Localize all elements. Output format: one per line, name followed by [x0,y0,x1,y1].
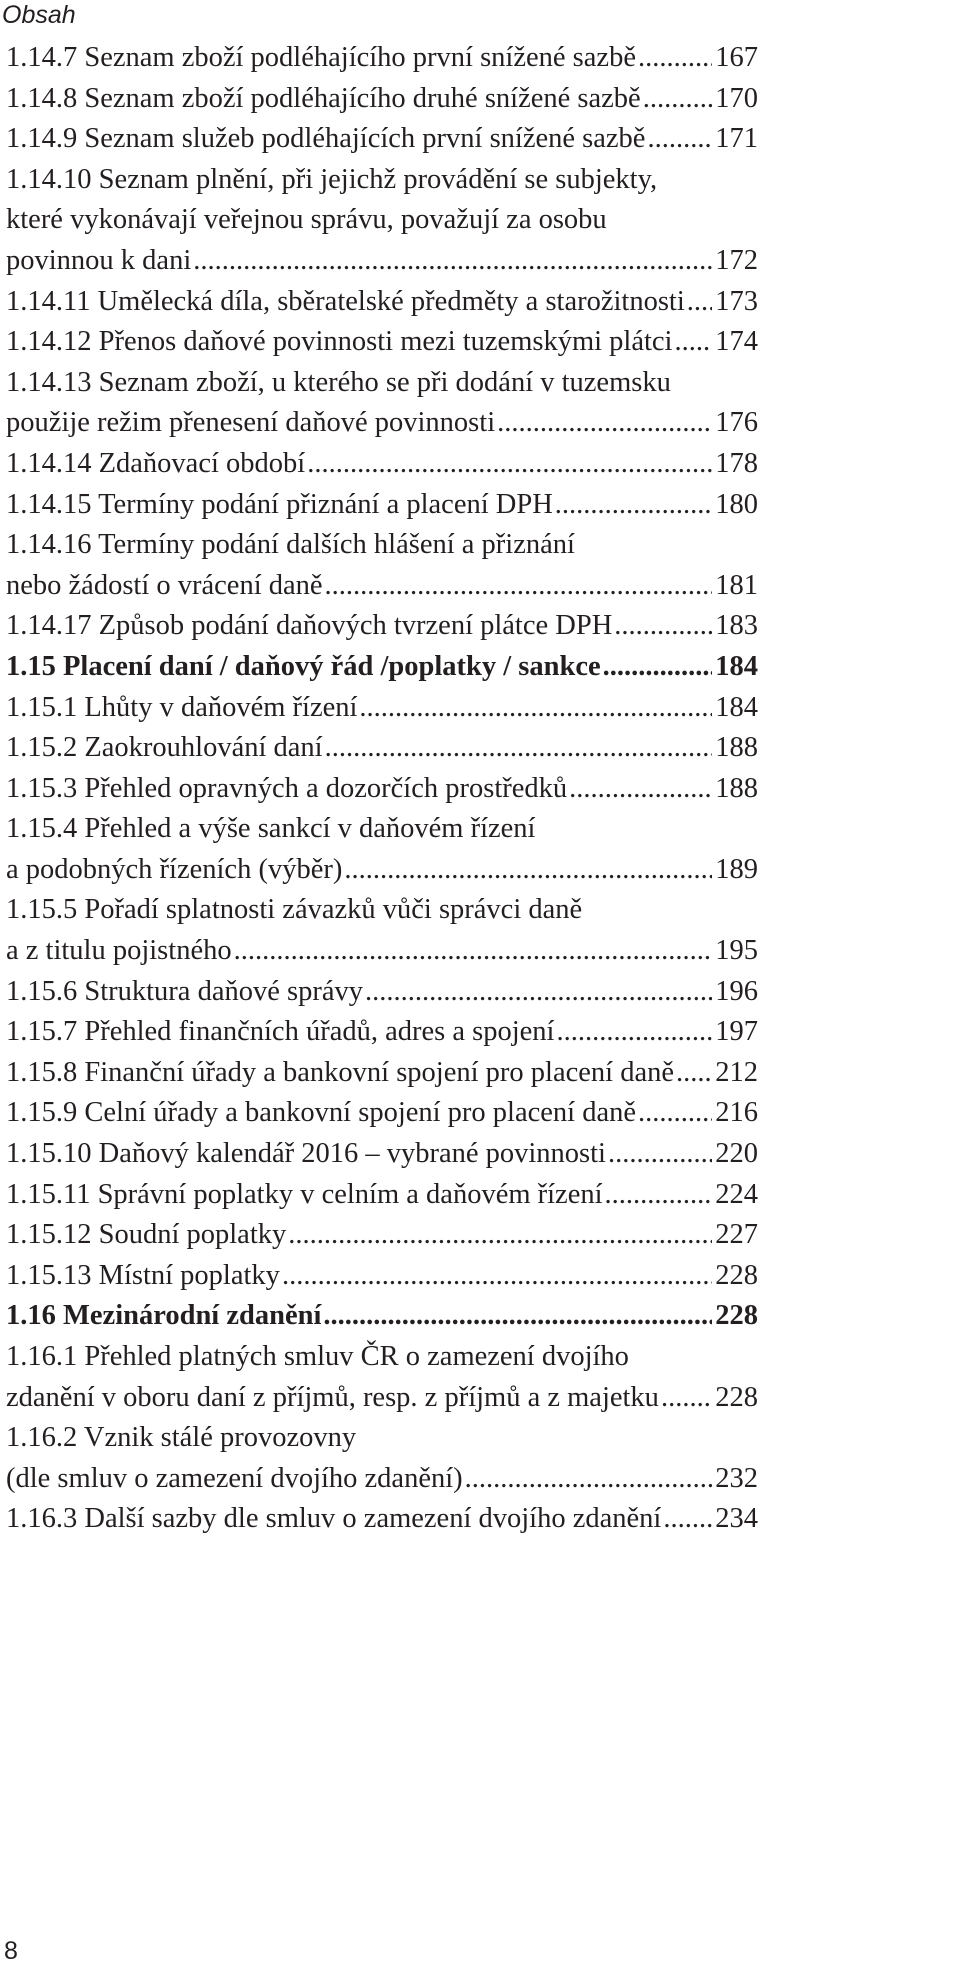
dot-leader [193,241,712,282]
dot-leader [465,1459,713,1500]
toc-entry[interactable] [6,79,758,120]
dot-leader [676,1053,712,1094]
toc-entry-title: které vykonávají veřejnou správu, považují za osobu [6,204,607,236]
toc-entry-title: 1.14.13 Seznam zboží, u kterého se při dodání v tuzemsku [6,366,671,398]
toc-entry-title: použije režim přenesení daňové povinnosti [6,407,496,439]
toc-entry-title: a podobných řízeních (výběr) [6,853,343,885]
dot-leader [288,1215,712,1256]
dot-leader [344,850,712,891]
toc-entry[interactable] [6,769,758,810]
toc-entry-title: 1.15 Placení daní / daňový řád /poplatky / sankce [6,650,601,682]
toc-entry[interactable] [6,1296,758,1337]
toc-entry[interactable] [6,647,758,688]
toc-entry-page-number: 227 [715,1219,758,1251]
dot-leader [638,38,712,79]
toc-entry-page-number: 171 [715,123,758,155]
toc-entry-title: 1.14.16 Termíny podání dalších hlášení a přiznání [6,529,575,561]
toc-entry[interactable] [6,1012,758,1053]
toc-line [6,160,758,201]
toc-entry-title: 1.15.8 Finanční úřady a bankovní spojení pro placení daně [6,1056,674,1088]
toc-line [6,1134,758,1175]
toc-line [6,769,758,810]
toc-entry-title: 1.16.3 Další sazby dle smluv o zamezení dvojího zdanění [6,1503,662,1535]
toc-entry[interactable] [6,972,758,1013]
toc-line [6,1378,758,1419]
toc-entry-title: 1.15.12 Soudní poplatky [6,1219,287,1251]
toc-entry-page-number: 228 [715,1259,758,1291]
dot-leader [643,79,713,120]
toc-entry-page-number: 234 [715,1503,758,1535]
toc-line [6,525,758,566]
dot-leader [614,606,712,647]
toc-entry-title: 1.15.9 Celní úřady a bankovní spojení pro placení daně [6,1097,637,1129]
toc-line [6,1093,758,1134]
dot-leader [234,931,713,972]
toc-line [6,1296,758,1337]
toc-entry-page-number: 216 [715,1097,758,1129]
dot-leader [687,282,712,323]
dot-leader [569,769,712,810]
dot-leader [325,728,713,769]
toc-entry-title: 1.15.1 Lhůty v daňovém řízení [6,691,358,723]
table-of-contents [6,38,758,1540]
toc-entry-page-number: 176 [715,407,758,439]
toc-entry[interactable] [6,160,758,282]
toc-line [6,890,758,931]
toc-line [6,282,758,323]
toc-line [6,444,758,485]
dot-leader [661,1378,712,1419]
toc-entry-title: 1.14.15 Termíny podání přiznání a placení DPH [6,488,553,520]
toc-entry-page-number: 170 [715,82,758,114]
toc-line [6,1459,758,1500]
toc-entry[interactable] [6,525,758,606]
toc-entry-title: 1.15.6 Struktura daňové správy [6,975,363,1007]
toc-entry-title: 1.14.14 Zdaňovací období [6,447,306,479]
toc-line [6,566,758,607]
toc-line [6,79,758,120]
toc-entry-title: 1.14.10 Seznam plnění, při jejichž provádění se subjekty, [6,163,658,195]
toc-entry-page-number: 224 [715,1178,758,1210]
toc-entry-page-number: 183 [715,610,758,642]
toc-entry-page-number: 220 [715,1138,758,1170]
toc-line [6,850,758,891]
dot-leader [497,403,712,444]
toc-entry-title: nebo žádostí o vrácení daně [6,569,323,601]
toc-entry-page-number: 173 [715,285,758,317]
toc-entry[interactable] [6,1499,758,1540]
dot-leader [325,566,713,607]
toc-entry[interactable] [6,1337,758,1418]
toc-entry-page-number: 188 [715,732,758,764]
toc-entry-page-number: 178 [715,447,758,479]
toc-entry[interactable] [6,322,758,363]
toc-entry-title: a z titulu pojistného [6,935,232,967]
toc-line [6,972,758,1013]
toc-line [6,1499,758,1540]
toc-line [6,1256,758,1297]
toc-entry[interactable] [6,119,758,160]
toc-entry-title: 1.15.13 Místní poplatky [6,1259,280,1291]
toc-entry-title: 1.15.3 Přehled opravných a dozorčích prostředků [6,772,568,804]
toc-line [6,1175,758,1216]
toc-entry-title: 1.15.10 Daňový kalendář 2016 – vybrané povinnosti [6,1138,606,1170]
toc-entry-title: (dle smluv o zamezení dvojího zdanění) [6,1462,463,1494]
toc-entry-page-number: 212 [715,1056,758,1088]
toc-entry-title: povinnou k dani [6,244,192,276]
toc-line [6,1053,758,1094]
toc-line [6,688,758,729]
toc-line [6,1337,758,1378]
section-header: Obsah [2,1,76,29]
toc-entry-page-number: 189 [715,853,758,885]
dot-leader [365,972,712,1013]
toc-entry[interactable] [6,688,758,729]
toc-entry-title: 1.14.11 Umělecká díla, sběratelské předměty a starožitnosti [6,285,685,317]
toc-entry-page-number: 196 [715,975,758,1007]
toc-entry[interactable] [6,282,758,323]
toc-entry-page-number: 197 [715,1016,758,1048]
dot-leader [556,1012,712,1053]
toc-entry-title: 1.15.2 Zaokrouhlování daní [6,732,323,764]
toc-entry[interactable] [6,363,758,444]
toc-entry[interactable] [6,1418,758,1499]
toc-entry[interactable] [6,1134,758,1175]
dot-leader [647,119,712,160]
dot-leader [323,1296,712,1337]
toc-entry-page-number: 188 [715,772,758,804]
toc-entry[interactable] [6,728,758,769]
toc-line [6,241,758,282]
toc-line [6,1215,758,1256]
toc-line [6,119,758,160]
toc-entry-title: 1.14.12 Přenos daňové povinnosti mezi tuzemskými plátci [6,326,673,358]
toc-line [6,322,758,363]
toc-entry-page-number: 181 [715,569,758,601]
toc-entry-page-number: 180 [715,488,758,520]
toc-entry-title: 1.15.7 Přehled finančních úřadů, adres a spojení [6,1016,555,1048]
dot-leader [359,688,712,729]
toc-line [6,363,758,404]
toc-entry-title: 1.15.4 Přehled a výše sankcí v daňovém řízení [6,813,536,845]
toc-entry[interactable] [6,444,758,485]
toc-line [6,728,758,769]
toc-line [6,1418,758,1459]
toc-entry[interactable] [6,1093,758,1134]
toc-entry-page-number: 167 [715,42,758,73]
toc-entry[interactable] [6,890,758,971]
toc-entry-title: 1.16.2 Vznik stálé provozovny [6,1422,357,1454]
toc-entry-page-number: 184 [715,650,758,682]
dot-leader [307,444,712,485]
toc-line [6,931,758,972]
toc-entry[interactable] [6,38,758,79]
toc-entry-title: 1.16 Mezinárodní zdanění [6,1300,322,1332]
toc-entry-title: 1.15.5 Pořadí splatnosti závazků vůči správci daně [6,894,583,926]
toc-entry[interactable] [6,1175,758,1216]
dot-leader [605,1175,713,1216]
toc-line [6,809,758,850]
dot-leader [555,485,712,526]
toc-line [6,38,758,79]
toc-entry[interactable] [6,1053,758,1094]
dot-leader [663,1499,712,1540]
toc-entry[interactable] [6,1215,758,1256]
toc-line [6,1012,758,1053]
toc-entry-page-number: 172 [715,244,758,276]
page-number: 8 [4,1937,18,1965]
toc-line [6,606,758,647]
toc-entry[interactable] [6,1256,758,1297]
toc-entry-title: zdanění v oboru daní z příjmů, resp. z příjmů a z majetku [6,1381,659,1413]
toc-line [6,647,758,688]
toc-entry-title: 1.14.7 Seznam zboží podléhajícího první snížené sazbě [6,42,636,73]
dot-leader [282,1256,712,1297]
toc-entry-page-number: 174 [715,326,758,358]
toc-entry-page-number: 184 [715,691,758,723]
toc-entry[interactable] [6,606,758,647]
toc-entry-title: 1.14.8 Seznam zboží podléhajícího druhé snížené sazbě [6,82,641,114]
toc-line [6,200,758,241]
toc-entry[interactable] [6,809,758,890]
toc-entry-page-number: 228 [715,1300,758,1332]
toc-entry[interactable] [6,485,758,526]
toc-line [6,485,758,526]
toc-entry-title: 1.15.11 Správní poplatky v celním a daňovém řízení [6,1178,603,1210]
dot-leader [603,647,713,688]
toc-entry-page-number: 232 [715,1462,758,1494]
dot-leader [674,322,712,363]
toc-entry-title: 1.14.9 Seznam služeb podléhajících první snížené sazbě [6,123,646,155]
dot-leader [608,1134,712,1175]
toc-entry-title: 1.14.17 Způsob podání daňových tvrzení plátce DPH [6,610,613,642]
dot-leader [638,1093,712,1134]
toc-entry-page-number: 195 [715,935,758,967]
toc-entry-title: 1.16.1 Přehled platných smluv ČR o zamezení dvojího [6,1341,629,1372]
toc-line [6,403,758,444]
toc-entry-page-number: 228 [715,1381,758,1413]
